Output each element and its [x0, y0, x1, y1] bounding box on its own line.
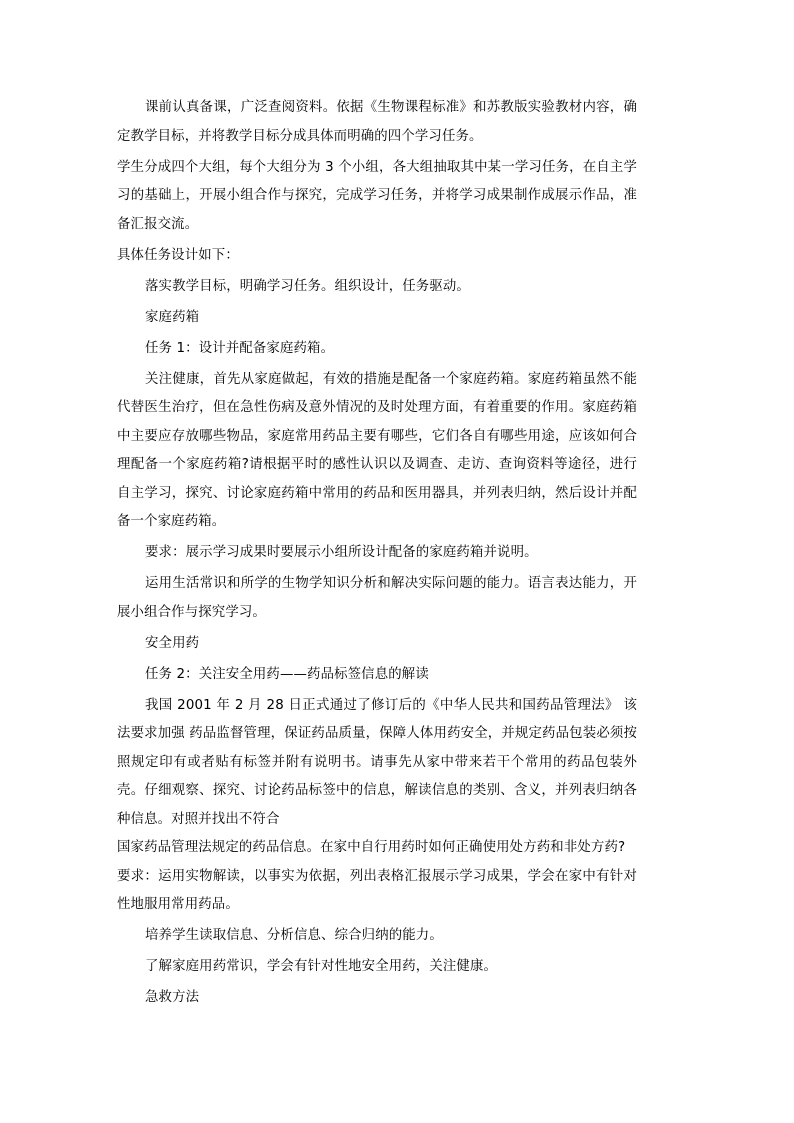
task-2-ability: 培养学生读取信息、分析信息、综合归纳的能力。 — [145, 928, 443, 943]
task-2-goal: 了解家庭用药常识，学会有针对性地安全用药，关注健康。 — [145, 959, 498, 974]
paragraph-task-design-intro: 具体任务设计如下： — [117, 247, 239, 263]
task-1-description: 关注健康，首先从家庭做起，有效的措施是配备一个家庭药箱。家庭药箱虽然不能代替医生治疗，但在急性伤病及意外情况的及时处理方面，有着重要的作用。家庭药箱中主要应存放哪些物品，家庭常用药品主要有哪些，它们各自有哪些用途，应该如何合理配备一个家庭药箱?请根据平时的感性认识以及调查、走访、查询资料等途径，进行自主学习，探究、讨论家庭药箱中常用的药品和医用器具，并列表归纳，然后设计并配备一个家庭药箱。 — [117, 371, 637, 529]
paragraph-goal: 落实教学目标，明确学习任务。组织设计，任务驱动。 — [145, 278, 470, 294]
task-2-requirement: 要求：运用实物解读，以事实为依据，列出表格汇报展示学习成果，学会在家中有针对性地服用常用药品。 — [117, 868, 637, 912]
paragraph-preparation: 课前认真备课，广泛查阅资料。依据《生物课程标准》和苏教版实验教材内容，确定教学目标，并将教学目标分成具体而明确的四个学习任务。 — [117, 100, 637, 144]
task-1-ability: 运用生活常识和所学的生物学知识分析和解决实际问题的能力。语言表达能力，开展小组合作与探究学习。 — [117, 576, 637, 620]
task-1-title: 任务 1：设计并配备家庭药箱。 — [145, 340, 335, 356]
section-heading-first-aid: 急救方法 — [145, 990, 200, 1005]
section-heading-safe-medication: 安全用药 — [145, 635, 200, 651]
task-2-description: 我国 2001 年 2 月 28 日正式通过了修订后的《中华人民共和国药品管理法》 该法要求加强 药品监督管理，保证药品质量，保障人体用药安全，并规定药品包装必须按照规定印有或者贴有标签并附有说明书。请事先从家中带来若干个常用的药品包装外壳。仔细观察、探究、讨论药品标签中的信息，解读信息的类别、含义，并列表归纳各种信息。对照并找出不符合 — [117, 697, 637, 827]
task-2-description-continued: 国家药品管理法规定的药品信息。在家中自行用药时如何正确使用处方药和非处方药? — [117, 840, 626, 855]
task-1-requirement: 要求：展示学习成果时要展示小组所设计配备的家庭药箱并说明。 — [145, 545, 538, 560]
document-body — [117, 94, 637, 1015]
task-2-title: 任务 2：关注安全用药——药品标签信息的解读 — [145, 666, 429, 682]
section-heading-home-medicine-box: 家庭药箱 — [145, 309, 200, 325]
paragraph-grouping: 学生分成四个大组，每个大组分为 3 个小组，各大组抽取其中某一学习任务，在自主学习的基础上，开展小组合作与探究，完成学习任务，并将学习成果制作成展示作品，准备汇报交流。 — [117, 159, 637, 232]
